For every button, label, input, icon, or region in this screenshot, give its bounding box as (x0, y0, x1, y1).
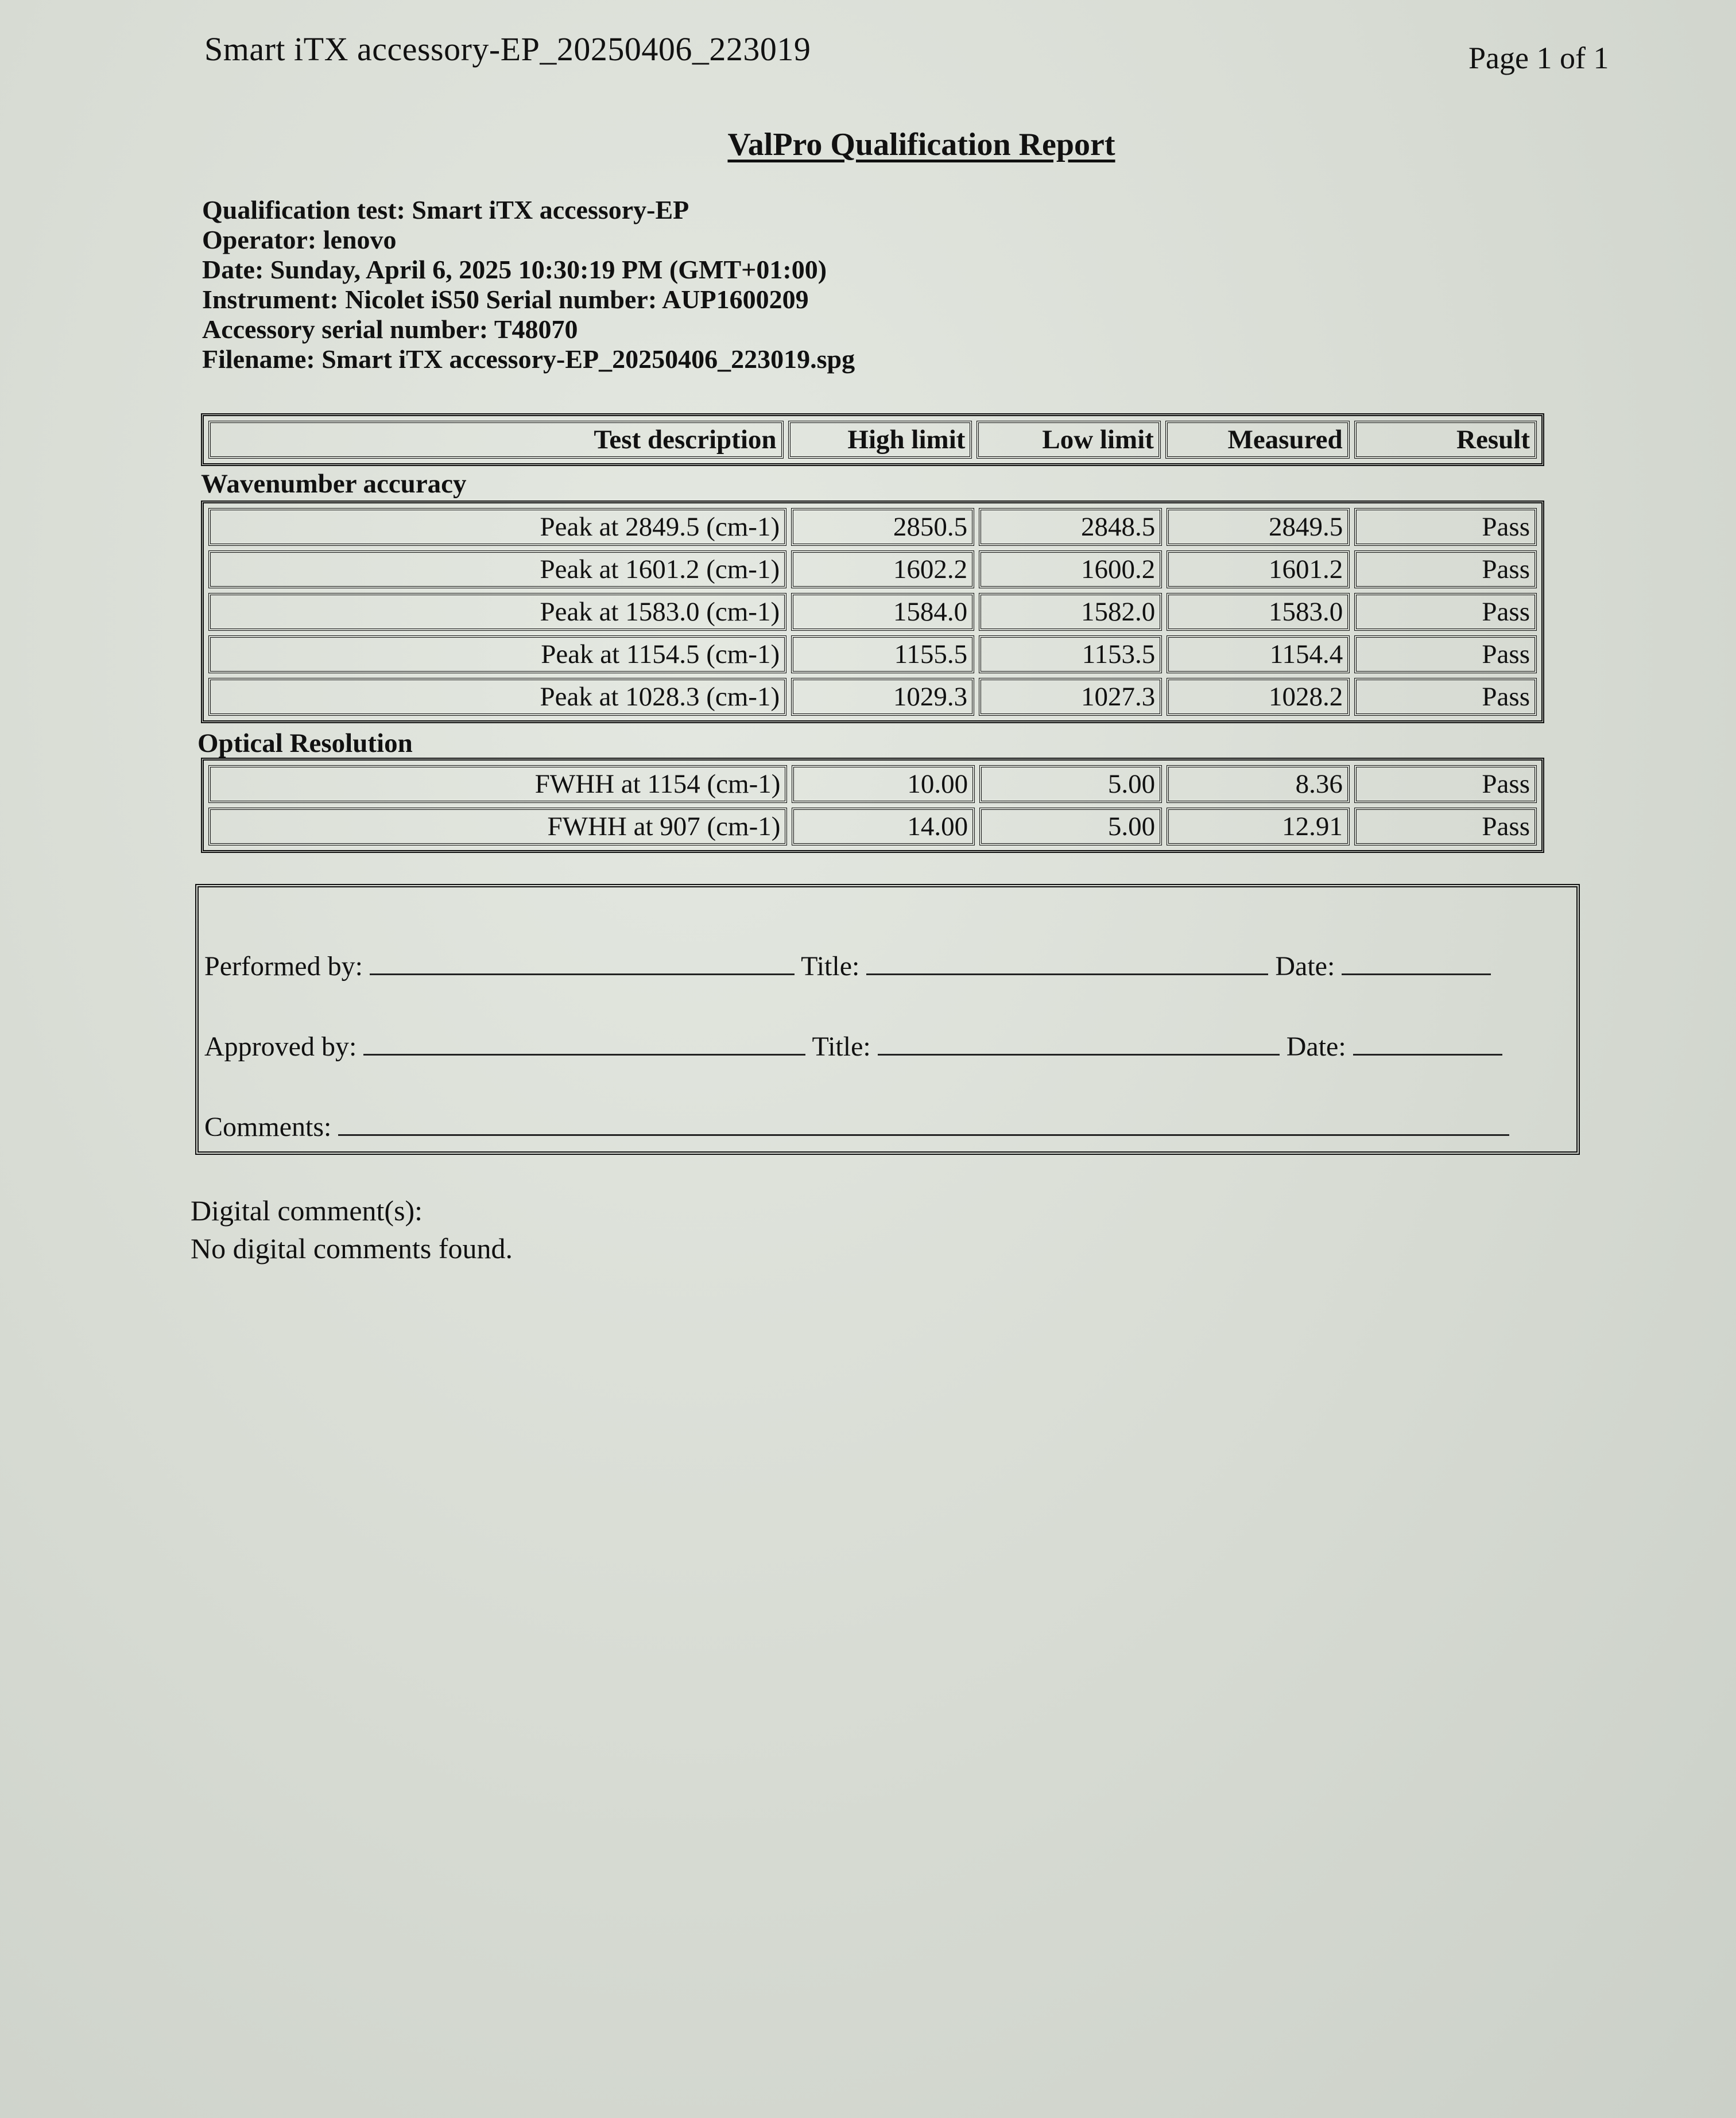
table-row (208, 678, 1537, 716)
cell-description: Peak at 1583.0 (cm-1) (208, 593, 786, 631)
col-result: Result (1354, 421, 1537, 459)
cell-high-limit: 14.00 (792, 808, 975, 845)
report-title: ValPro Qualification Report (727, 127, 1115, 162)
cell-measured: 8.36 (1167, 765, 1350, 803)
comments-line (338, 1111, 1509, 1136)
cell-low-limit: 1153.5 (979, 635, 1162, 673)
cell-description: Peak at 1601.2 (cm-1) (208, 550, 786, 588)
col-test-description: Test description (208, 421, 784, 459)
table-row (208, 635, 1537, 673)
table-row (208, 765, 1537, 803)
comments-row (204, 1111, 1509, 1143)
cell-result: Pass (1354, 635, 1537, 673)
cell-low-limit: 5.00 (979, 808, 1162, 845)
wavenumber-table (201, 501, 1544, 723)
cell-result: Pass (1354, 550, 1537, 588)
info-operator: Operator: lenovo (202, 225, 397, 254)
performed-by-row (204, 951, 1491, 982)
performed-by-label: Performed by: (204, 951, 363, 982)
col-low-limit: Low limit (976, 421, 1161, 459)
cell-low-limit: 2848.5 (979, 508, 1162, 546)
digital-comments-heading: Digital comment(s): (191, 1194, 423, 1227)
comments-label: Comments: (204, 1112, 332, 1142)
col-measured: Measured (1165, 421, 1350, 459)
approved-by-row (204, 1031, 1502, 1062)
table-row (208, 593, 1537, 631)
cell-low-limit: 5.00 (979, 765, 1162, 803)
cell-high-limit: 1584.0 (791, 593, 974, 631)
cell-measured: 1583.0 (1167, 593, 1350, 631)
section-optical-resolution: Optical Resolution (197, 728, 413, 758)
cell-result: Pass (1354, 808, 1537, 845)
table-row (208, 808, 1537, 845)
cell-result: Pass (1354, 765, 1537, 803)
cell-result: Pass (1354, 508, 1537, 546)
cell-measured: 12.91 (1167, 808, 1350, 845)
approved-date-label: Date: (1286, 1031, 1346, 1062)
cell-measured: 1154.4 (1167, 635, 1350, 673)
table-row (208, 508, 1537, 546)
performed-title-line (866, 951, 1268, 975)
page-number: Page 1 of 1 (1468, 41, 1609, 75)
performed-date-line (1342, 951, 1491, 975)
col-high-limit: High limit (788, 421, 972, 459)
table-header-row (208, 421, 1537, 459)
info-instrument: Instrument: Nicolet iS50 Serial number: AUP1600209 (202, 285, 809, 314)
approved-by-label: Approved by: (204, 1031, 357, 1062)
cell-high-limit: 1602.2 (791, 550, 974, 588)
cell-result: Pass (1354, 678, 1537, 716)
cell-high-limit: 10.00 (792, 765, 975, 803)
info-qualification-test: Qualification test: Smart iTX accessory-EP (202, 195, 689, 224)
cell-description: Peak at 1028.3 (cm-1) (208, 678, 786, 716)
cell-high-limit: 1155.5 (791, 635, 974, 673)
table-row (208, 550, 1537, 588)
cell-description: FWHH at 1154 (cm-1) (208, 765, 787, 803)
info-date: Date: Sunday, April 6, 2025 10:30:19 PM (GMT+01:00) (202, 255, 827, 284)
cell-low-limit: 1582.0 (979, 593, 1162, 631)
cell-low-limit: 1027.3 (979, 678, 1162, 716)
performed-title-label: Title: (801, 951, 860, 982)
cell-description: FWHH at 907 (cm-1) (208, 808, 787, 845)
section-wavenumber-accuracy: Wavenumber accuracy (201, 469, 467, 499)
qualification-info (202, 195, 855, 374)
cell-measured: 1028.2 (1167, 678, 1350, 716)
table-header (201, 413, 1544, 466)
optical-resolution-table (201, 758, 1544, 853)
cell-low-limit: 1600.2 (979, 550, 1162, 588)
approved-title-line (878, 1031, 1280, 1056)
cell-high-limit: 2850.5 (791, 508, 974, 546)
cell-measured: 2849.5 (1167, 508, 1350, 546)
document-name: Smart iTX accessory-EP_20250406_223019 (204, 30, 811, 68)
info-filename: Filename: Smart iTX accessory-EP_20250406_223019.spg (202, 344, 855, 374)
info-accessory-serial: Accessory serial number: T48070 (202, 315, 578, 344)
cell-description: Peak at 1154.5 (cm-1) (208, 635, 786, 673)
approved-title-label: Title: (812, 1031, 871, 1062)
approved-by-line (363, 1031, 805, 1056)
performed-date-label: Date: (1275, 951, 1335, 982)
signature-box (195, 884, 1580, 1155)
digital-comments (191, 1192, 513, 1267)
digital-comments-message: No digital comments found. (191, 1232, 513, 1264)
cell-measured: 1601.2 (1167, 550, 1350, 588)
performed-by-line (370, 951, 795, 975)
cell-high-limit: 1029.3 (791, 678, 974, 716)
cell-description: Peak at 2849.5 (cm-1) (208, 508, 786, 546)
cell-result: Pass (1354, 593, 1537, 631)
approved-date-line (1353, 1031, 1502, 1056)
